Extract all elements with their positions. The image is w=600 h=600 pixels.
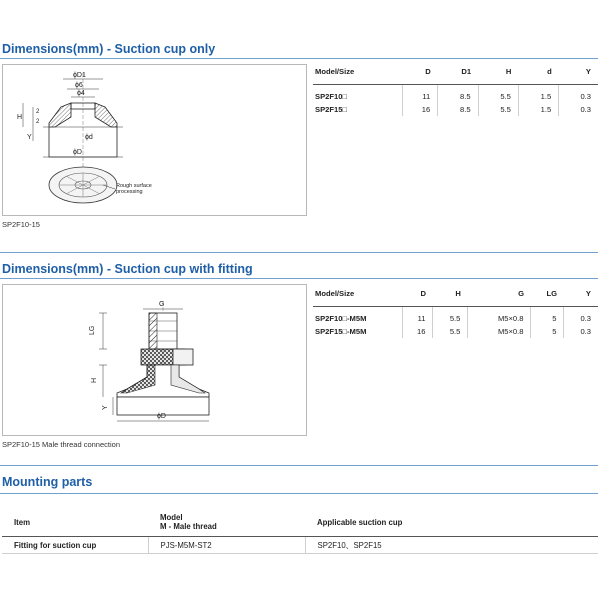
figure-suction-cup-fitting [2,284,307,436]
label-d1: ϕD1 [73,72,86,79]
label-g: G [159,301,165,308]
figure-caption-1: SP2F10-15 [2,220,40,229]
cell: 8.5 [438,85,478,104]
figure-suction-cup-only [2,64,307,216]
table-row [313,103,598,116]
cell: 11 [402,307,433,326]
cell: 0.3 [580,313,591,323]
table-header-row [2,508,598,537]
cell: 5.5 [433,325,468,338]
cell: SP2F10□-M5M [313,307,402,326]
spec-table-suction-cup [313,58,598,116]
col-header-model-line2: M - Male thread [160,522,217,531]
cell: 0.3 [580,105,591,114]
cell: 5.5 [433,307,468,326]
cell: 8.5 [438,103,478,116]
cell: SP2F10□ [313,85,402,104]
col-header: Y [559,58,598,85]
section-divider [0,252,598,253]
label-dd: ϕd [85,134,93,141]
table-header-row [313,280,598,307]
col-header: Model/Size [313,280,402,307]
cell: M5×0.8 [468,307,531,326]
figure-caption-2: SP2F10-15 Male thread connection [2,440,120,449]
col-header: G [468,280,531,307]
label-lg: LG [89,325,96,335]
table-row [313,307,598,326]
cell: 0.3 [580,327,591,336]
cell: 16 [402,103,438,116]
cell: 5.5 [478,103,518,116]
label-y: Y [27,134,32,141]
mounting-parts-table [2,508,598,554]
col-header: H [433,280,468,307]
col-header: Y [564,280,598,307]
section-title-suction-cup-only: Dimensions(mm) - Suction cup only [2,42,216,56]
col-header: Model/Size [313,58,402,85]
section-divider [0,493,598,494]
cell-item: Fitting for suction cup [2,537,148,554]
label-rough-1: Rough surface [116,183,152,189]
table-header-row [313,58,598,85]
col-header-applicable: Applicable suction cup [305,508,598,537]
label-h: H [17,114,23,121]
cell-model: PJS-M5M-ST2 [148,537,305,554]
cell: 5.5 [478,85,518,104]
label-2b: 2 [36,119,40,125]
section-title-mounting-parts: Mounting parts [2,475,93,489]
cell: M5×0.8 [468,325,531,338]
cell: 16 [402,325,433,338]
label-rough-2: processing [116,189,143,195]
cell: SP2F15□ [313,103,402,116]
spec-table-with-fitting [313,280,598,338]
suction-cup-drawing [3,65,306,215]
label-y: Y [102,405,109,410]
col-header: D [402,58,438,85]
label-d4: ϕ4 [77,90,85,97]
section-divider [0,278,598,279]
cell-applicable: SP2F10、SP2F15 [305,537,598,554]
label-2a: 2 [36,109,40,115]
cell: SP2F15□-M5M [313,325,402,338]
label-dD: ϕD [157,413,166,420]
label-d6: ϕ6 [75,82,83,89]
table-row [313,85,598,104]
fitting-drawing [3,285,306,435]
section-title-with-fitting: Dimensions(mm) - Suction cup with fitting [2,262,253,276]
col-header-model-line1: Model [160,513,183,522]
col-header-model [148,508,305,537]
cell: 0.3 [580,91,591,101]
table-row [313,325,598,338]
label-h: H [91,377,98,383]
section-divider [0,465,598,466]
col-header: D1 [438,58,478,85]
cell: 5 [531,307,564,326]
cell: 1.5 [518,85,558,104]
cell: 11 [402,85,438,104]
col-header-item: Item [2,508,148,537]
col-header: d [518,58,558,85]
table-row [2,537,598,554]
label-dD: ϕD [73,149,82,156]
col-header: H [478,58,518,85]
col-header: LG [531,280,564,307]
cell: 1.5 [518,103,558,116]
cell: 5 [531,325,564,338]
col-header: D [402,280,433,307]
